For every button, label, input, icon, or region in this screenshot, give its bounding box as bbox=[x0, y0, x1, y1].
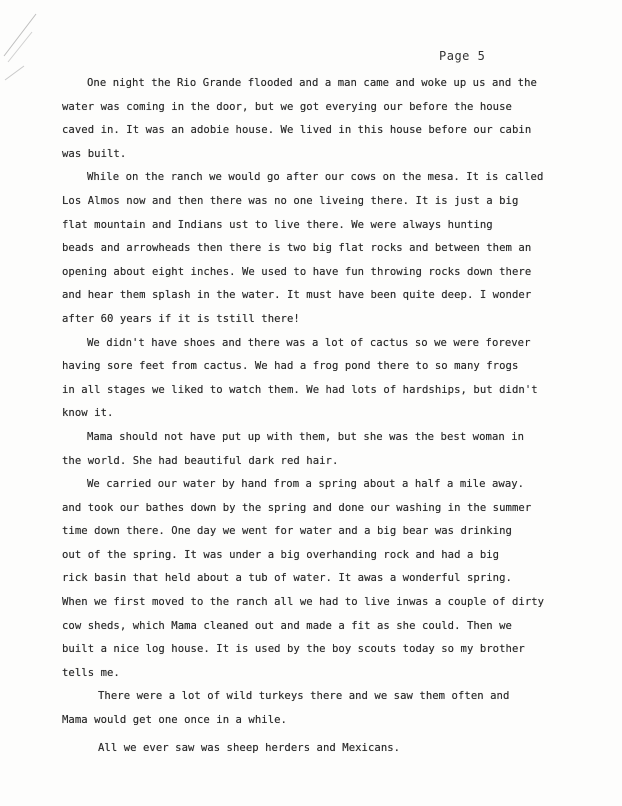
page-number: Page 5 bbox=[439, 49, 486, 63]
text-line: There were a lot of wild turkeys there and we saw them often and bbox=[98, 690, 510, 703]
text-line: was built. bbox=[62, 147, 127, 160]
text-line: We didn't have shoes and there was a lot of cactus so we were forever bbox=[87, 336, 531, 349]
text-line: in all stages we liked to watch them. We had lots of hardships, but didn't bbox=[62, 383, 538, 396]
text-line: built a nice log house. It is used by the boy scouts today so my brother bbox=[62, 643, 525, 656]
text-line: We carried our water by hand from a spring about a half a mile away. bbox=[87, 478, 525, 491]
text-line: flat mountain and Indians ust to live there. We were always hunting bbox=[62, 218, 493, 231]
text-line: know it. bbox=[62, 407, 114, 420]
text-line: caved in. It was an adobie house. We lived in this house before our cabin bbox=[62, 124, 532, 137]
text-line: having sore feet from cactus. We had a frog pond there to so many frogs bbox=[62, 360, 519, 373]
text-line: Mama would get one once in a while. bbox=[62, 714, 287, 727]
text-line: time down there. One day we went for water and a big bear was drinking bbox=[62, 525, 512, 538]
text-line: Mama should not have put up with them, but she was the best woman in bbox=[87, 430, 525, 443]
text-line: One night the Rio Grande flooded and a man came and woke up us and the bbox=[87, 77, 537, 89]
text-line: While on the ranch we would go after our cows on the mesa. It is called bbox=[87, 171, 544, 184]
text-line: rick basin that held about a tub of water. It awas a wonderful spring. bbox=[62, 572, 512, 585]
text-line: Los Almos now and then there was no one liveing there. It is just a big bbox=[62, 194, 519, 207]
text-line: after 60 years if it is tstill there! bbox=[62, 312, 300, 325]
text-line: and took our bathes down by the spring and done our washing in the summer bbox=[62, 501, 532, 514]
text-line: When we first moved to the ranch all we had to live inwas a couple of dirty bbox=[62, 596, 545, 609]
staple-mark-icon bbox=[2, 10, 42, 90]
text-line: out of the spring. It was under a big overhanding rock and had a big bbox=[62, 548, 500, 561]
text-line: beads and arrowheads then there is two big flat rocks and between them an bbox=[62, 242, 532, 255]
text-line: and hear them splash in the water. It must have been quite deep. I wonder bbox=[62, 289, 532, 302]
text-line: the world. She had beautiful dark red hair. bbox=[62, 454, 339, 467]
text-line: cow sheds, which Mama cleaned out and made a fit as she could. Then we bbox=[62, 619, 512, 632]
typed-body-text bbox=[62, 72, 545, 760]
text-line: opening about eight inches. We used to have fun throwing rocks down there bbox=[62, 265, 532, 278]
text-line: tells me. bbox=[62, 666, 120, 679]
text-line: water was coming in the door, but we got everying our before the house bbox=[62, 100, 512, 113]
text-line: All we ever saw was sheep herders and Mexicans. bbox=[98, 741, 401, 754]
